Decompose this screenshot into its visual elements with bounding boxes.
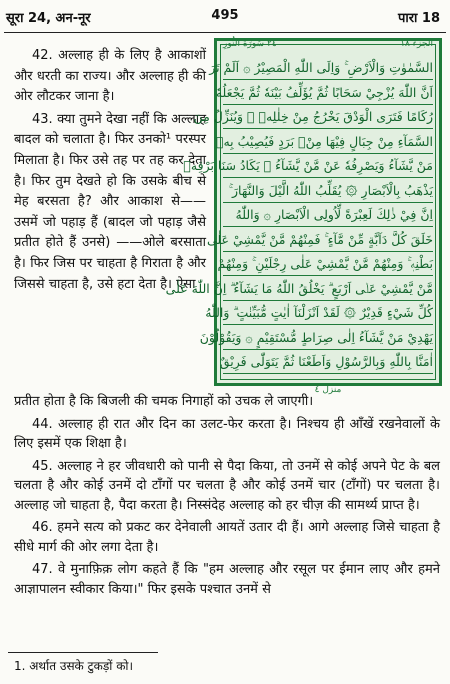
arabic-line: السَّمٰوٰتِ وَالْاَرْضِ ۚ وَاِلَى اللّٰهِ الْمَصِيْرُ ۞ اَلَمْ تَرَ [223,57,433,80]
arabic-line: السَّمَآءِ مِنْ جِبَالٍ فِيْهَا مِنْۢ بَرَدٍ فَيُصِيْبُ بِهٖ [223,131,433,154]
arabic-line: كُلِّ شَيْءٍ قَدِيْرٌ ۞ لَقَدْ اَنْزَلْنَآ اٰيٰتٍ مُّبَيِّنٰتٍ ۗ وَاللّٰهُ [223,302,433,325]
arabic-text-panel [165,38,442,395]
arabic-line: رُكَامًا فَتَرَى الْوَدْقَ يَخْرُجُ مِنْ خِلٰلِهٖ ۚ وَيُنَزِّلُ مِنَ [223,106,433,129]
arabic-juz-label: الجزء ١٨ [400,39,433,49]
page-header [0,0,450,30]
page-number: 495 [211,8,239,23]
arabic-line: مَّنْ يَّمْشِيْ عَلٰۤى اَرْبَعٍ ۗ يَخْلُقُ اللّٰهُ مَا يَشَآءُ ۗ اِنَّ اللّٰهَ عَلٰى [223,278,433,301]
arabic-line: اِنَّ فِيْ ذٰلِكَ لَعِبْرَةً لِّاُولِى الْاَبْصَارِ ۞ وَاللّٰهُ [223,204,433,227]
arabic-manzil-label: منزل ٤ [314,385,342,395]
para-label: पारा 18 [397,11,440,26]
left-column-text [14,46,206,297]
paragraph-43: 43. क्या तुमने देखा नहीं कि अल्लाह बादल को चलाता है। फिर उनको¹ परस्पर मिलाता है। फिर उसे तह पर तह कर देता है। फिर तुम देखते हो कि उसके बीच से मेह बरसता है? और आकाश से——उसमें जो पहाड़ हैं (बादल जो पहाड़ जैसे प्रतीत होते हैं उनसे) ——ओले बरसाता है। फिर जिस पर चाहता है गिराता है और जिससे चाहता है, उसे हटा देता है। ऐसा [14,111,206,292]
arabic-line: يَذْهَبُ بِالْاَبْصَارِ ۞ يُقَلِّبُ اللّٰهُ الَّيْلَ وَالنَّهَارَ ۚ [223,180,433,203]
paragraph-43-cont: प्रतीत होता है कि बिजली की चमक निगाहों को उचक ले जाएगी। [14,394,314,409]
footnote-divider [8,652,158,653]
footnote: 1. अर्थात उसके टुकड़ों को। [14,659,134,673]
header-divider [4,32,446,33]
paragraph-47: 47. वे मुनाफ़िक़ लोग कहते हैं कि "हम अल्लाह और रसूल पर ईमान लाए और हमने आज्ञापालन स्वीकार किया।" फिर इसके पश्चात उनमें से [14,562,440,597]
arabic-line: اَنَّ اللّٰهَ يُزْجِيْ سَحَابًا ثُمَّ يُؤَلِّفُ بَيْنَهٗ ثُمَّ يَجْعَلُهٗ [223,82,433,105]
full-width-text [14,392,440,602]
arabic-line: خَلَقَ كُلَّ دَآبَّةٍ مِّنْ مَّآءٍ ۚ فَمِنْهُمْ مَّنْ يَّمْشِيْ عَلٰى [223,229,433,252]
paragraph-46: 46. हमने सत्य को प्रकट कर देनेवाली आयतें उतार दी हैं। आगे अल्लाह जिसे चाहता है सीधे मार्ग की ओर लगा देता है। [14,520,440,555]
arabic-line: اٰمَنَّا بِاللّٰهِ وَبِالرَّسُوْلِ وَاَطَعْنَا ثُمَّ يَتَوَلّٰى فَرِيْقٌ [223,351,433,374]
paragraph-44: 44. अल्लाह ही रात और दिन का उलट-फेर करता है। निश्चय ही आँखें रखनेवालों के लिए इसमें एक शिक्षा है। [14,416,440,451]
arabic-line: مَنْ يَّشَآءُ وَيَصْرِفُهٗ عَنْ مَّنْ يَّشَآءُ ۗ يَكَادُ سَنَا بَرْقِهٖ [223,155,433,178]
paragraph-45: 45. अल्लाह ने हर जीवधारी को पानी से पैदा किया, तो उनमें से कोई अपने पेट के बल चलता है और कोई उनमें दो टाँगों पर चलता है और कोई उनमें चार (टाँगों) पर चलता है। अल्लाह जो चाहता है, पैदा करता है। निस्संदेह अल्लाह को हर चीज़ की सामर्थ्य प्राप्त है। [14,458,440,513]
paragraph-42: 42. अल्लाह ही के लिए है आकाशों और धरती का राज्य। और अल्लाह ही की ओर लौटकर जाना है। [14,48,206,105]
surah-title: सूरा 24, अन-नूर [6,11,91,26]
arabic-surah-label: ٢٤ سُورَةُ النُّورِ [223,39,277,49]
arabic-line: يَهْدِيْ مَنْ يَّشَآءُ اِلٰى صِرَاطٍ مُّسْتَقِيْمٍ ۞ وَيَقُوْلُوْنَ [223,327,433,350]
arabic-line: بَطْنِهٖ ۚ وَمِنْهُمْ مَّنْ يَّمْشِيْ عَلٰى رِجْلَيْنِ ۚ وَمِنْهُمْ [223,253,433,276]
